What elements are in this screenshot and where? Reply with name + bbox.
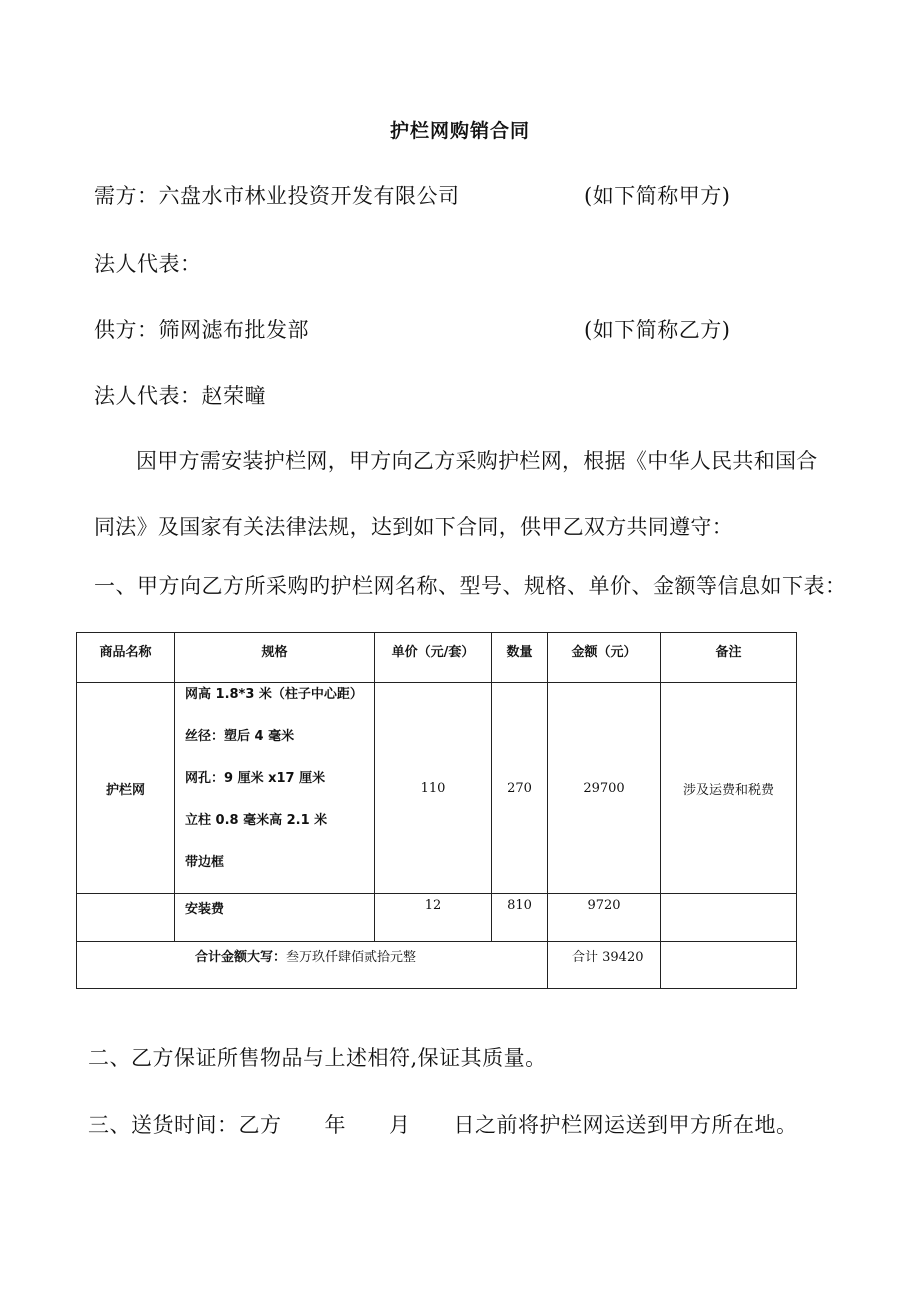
clause-1: 一、甲方向乙方所采购旳护栏网名称、型号、规格、单价、金额等信息如下表： <box>94 574 847 598</box>
item-spec: 安装费 <box>175 894 375 942</box>
goods-table <box>76 632 797 989</box>
item-spec-cell <box>175 683 375 894</box>
clause-2: 二、乙方保证所售物品与上述相符,保证其质量。 <box>88 1046 547 1070</box>
seller-rep-name: 赵荣疃 <box>201 384 266 408</box>
header-remark: 备注 <box>661 633 797 683</box>
item-unit-price: 110 <box>375 683 492 894</box>
intro-paragraph <box>94 428 844 560</box>
total-remark <box>661 942 797 989</box>
item-name <box>77 894 175 942</box>
buyer-name: 六盘水市林业投资开发有限公司 <box>158 184 460 208</box>
item-remark <box>661 894 797 942</box>
total-words-value: 叁万玖仟肆佰贰拾元整 <box>286 950 417 965</box>
item-amount: 29700 <box>548 683 661 894</box>
table-header-row <box>77 633 797 683</box>
header-spec: 规格 <box>175 633 375 683</box>
spec-line: 网高 1.8*3 米（柱子中心距） <box>185 687 363 702</box>
intro-line-2: 同法》及国家有关法律法规，达到如下合同，供甲乙双方共同遵守： <box>94 515 733 539</box>
item-name: 护栏网 <box>77 683 175 894</box>
seller-label: 供方： <box>94 318 159 342</box>
header-unit-price: 单价（元/套） <box>375 633 492 683</box>
total-sum: 合计 39420 <box>548 942 661 989</box>
header-quantity: 数量 <box>492 633 548 683</box>
buyer-rep-line <box>94 248 202 278</box>
spec-line: 丝径：塑后 4 毫米 <box>185 729 295 744</box>
seller-line <box>94 314 731 344</box>
clause-3: 三、送货时间：乙方 年 月 日之前将护栏网运送到甲方所在地。 <box>88 1113 798 1137</box>
spec-line: 带边框 <box>185 855 225 870</box>
document-title: 护栏网购销合同 <box>389 120 530 142</box>
intro-line-1: 因甲方需安装护栏网，甲方向乙方采购护栏网，根据《中华人民共和国合 <box>136 449 818 473</box>
spec-line: 立柱 0.8 毫米高 2.1 米 <box>185 813 328 828</box>
seller-rep-label: 法人代表： <box>94 384 202 408</box>
item-remark: 涉及运费和税费 <box>661 683 797 894</box>
buyer-rep-label: 法人代表： <box>94 252 202 276</box>
item-unit-price: 12 <box>375 894 492 942</box>
header-amount: 金额（元） <box>548 633 661 683</box>
seller-rep-line <box>94 380 266 410</box>
total-words-cell <box>77 942 548 989</box>
seller-note: (如下简称乙方) <box>584 318 731 342</box>
buyer-line <box>94 180 731 210</box>
item-amount: 9720 <box>548 894 661 942</box>
seller-name: 筛网滤布批发部 <box>158 318 309 342</box>
spec-line: 网孔：9 厘米 x17 厘米 <box>185 771 326 786</box>
item-quantity: 270 <box>492 683 548 894</box>
total-words-label: 合计金额大写： <box>195 950 287 965</box>
buyer-label: 需方： <box>94 184 159 208</box>
table-total-row <box>77 942 797 989</box>
header-product-name: 商品名称 <box>77 633 175 683</box>
buyer-note: (如下简称甲方) <box>584 184 731 208</box>
item-quantity: 810 <box>492 894 548 942</box>
table-row <box>77 683 797 894</box>
table-row <box>77 894 797 942</box>
